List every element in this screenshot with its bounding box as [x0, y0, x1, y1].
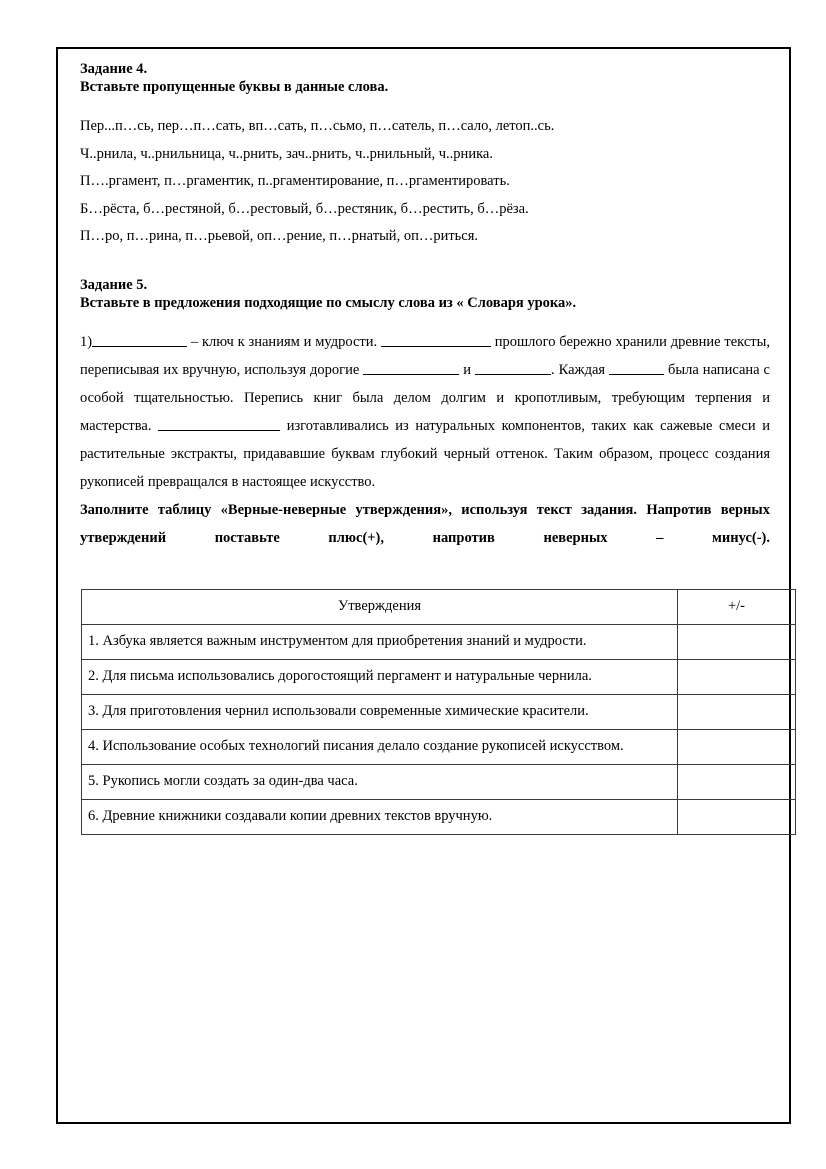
table-row	[82, 799, 796, 834]
column-header-statements: Утверждения	[82, 589, 678, 624]
statement-cell-1: 1. Азбука является важным инструментом для приобретения знаний и мудрости.	[82, 624, 678, 659]
sign-cell-3[interactable]	[678, 694, 796, 729]
table-row	[82, 694, 796, 729]
spacer	[80, 96, 770, 113]
paragraph-seg-6: изготавливались из натуральных компонентов, таких как сажевые смеси и растительные экстракты, придававшие буквам глубокий черный оттенок. Таким образом, процесс создания рукописей превращался в настоящее искусство.	[80, 417, 770, 490]
paragraph-seg-2: прошлого бережно хранили древние тексты, переписывая их вручную, используя дорогие	[80, 333, 770, 378]
column-header-sign: +/-	[678, 589, 796, 624]
paragraph-number: 1)	[80, 333, 93, 350]
sign-cell-5[interactable]	[678, 764, 796, 799]
word-line-2: Ч..рнила, ч..рнильница, ч..рнить, зач..рнить, ч..рнильный, ч..рника.	[80, 145, 493, 162]
fill-in-paragraph	[80, 328, 770, 496]
spacer	[80, 251, 770, 277]
document-content	[80, 61, 770, 835]
statement-cell-5: 5. Рукопись могли создать за один-два часа.	[82, 764, 678, 799]
task-4-section	[80, 61, 770, 251]
task-4-subheading: Вставьте пропущенные буквы в данные слова.	[80, 79, 389, 95]
statement-cell-4: 4. Использование особых технологий писания делало создание рукописей искусством.	[82, 729, 678, 764]
spacer	[80, 312, 770, 328]
blank-5[interactable]	[609, 362, 664, 375]
statement-cell-6: 6. Древние книжники создавали копии древних текстов вручную.	[82, 799, 678, 834]
sign-cell-1[interactable]	[678, 624, 796, 659]
table-row	[82, 659, 796, 694]
paragraph-seg-3: и	[459, 361, 476, 378]
sign-cell-4[interactable]	[678, 729, 796, 764]
task-5-section	[80, 277, 770, 580]
sign-cell-6[interactable]	[678, 799, 796, 834]
blank-1[interactable]	[92, 334, 187, 347]
statement-cell-3: 3. Для приготовления чернил использовали современные химические красители.	[82, 694, 678, 729]
paragraph-seg-1: – ключ к знаниям и мудрости.	[187, 333, 381, 350]
sign-cell-2[interactable]	[678, 659, 796, 694]
task-4-heading: Задание 4.	[80, 61, 148, 77]
word-line-3: П….ргамент, п…ргаментик, п..ргаментирование, п…ргаментировать.	[80, 173, 510, 189]
table-row	[82, 729, 796, 764]
task-5-heading: Задание 5.	[80, 276, 148, 293]
document-page	[56, 47, 791, 1124]
paragraph-seg-5: была написана с особой тщательностью. Перепись книг была делом долгим и кропотливым, требующим терпения и мастерства.	[80, 361, 770, 434]
word-line-5: П…ро, п…рина, п…рьевой, оп…рение, п…рнатый, оп…риться.	[80, 228, 479, 244]
table-instruction: Заполните таблицу «Верные-неверные утверждения», используя текст задания. Напротив верных утверждений поставьте плюс(+), напротив неверных – минус(-).	[80, 501, 770, 546]
blank-4[interactable]	[475, 362, 551, 375]
table-header-row	[82, 589, 796, 624]
word-line-1: Пер...п…сь, пер…п…сать, вп…сать, п…сьмо, п…сатель, п…сало, летоп..сь.	[80, 118, 555, 134]
table-row	[82, 764, 796, 799]
blank-6[interactable]	[158, 418, 280, 431]
blank-3[interactable]	[363, 362, 459, 375]
spacer	[80, 580, 770, 589]
task-5-subheading: Вставьте в предложения подходящие по смыслу слова из « Словаря урока».	[80, 294, 577, 311]
statement-cell-2: 2. Для письма использовались дорогостоящий пергамент и натуральные чернила.	[82, 659, 678, 694]
table-row	[82, 624, 796, 659]
blank-2[interactable]	[381, 334, 491, 347]
word-line-4: Б…рёста, б…рестяной, б…рестовый, б…рестяник, б…рестить, б…рёза.	[80, 200, 529, 217]
true-false-table	[81, 589, 796, 835]
paragraph-seg-4: . Каждая	[551, 361, 610, 378]
